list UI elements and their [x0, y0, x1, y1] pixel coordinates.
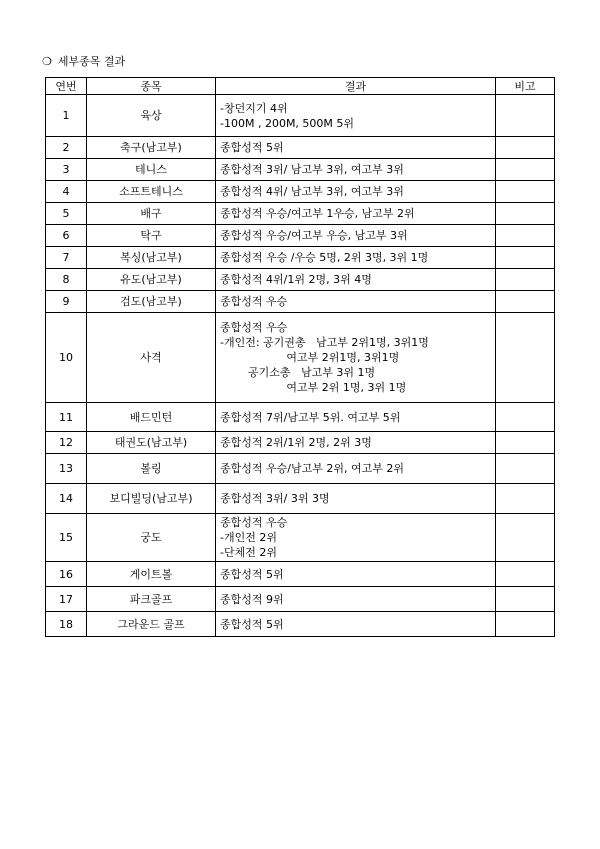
row-result: 종합성적 우승/남고부 2위, 여고부 2위 [216, 454, 496, 484]
row-number: 7 [46, 247, 87, 269]
row-result: 종합성적 5위 [216, 612, 496, 637]
table-row [46, 269, 555, 291]
row-event: 그라운드 골프 [87, 612, 216, 637]
table-row [46, 432, 555, 454]
row-number: 10 [46, 313, 87, 403]
row-number: 5 [46, 203, 87, 225]
row-result: 종합성적 5위 [216, 137, 496, 159]
row-result: 종합성적 3위/ 3위 3명 [216, 484, 496, 514]
row-note [496, 291, 555, 313]
header-result: 결과 [216, 78, 496, 95]
row-event: 검도(남고부) [87, 291, 216, 313]
table-row [46, 313, 555, 403]
row-result: 종합성적 4위/1위 2명, 3위 4명 [216, 269, 496, 291]
row-number: 1 [46, 95, 87, 137]
row-note [496, 454, 555, 484]
row-number: 2 [46, 137, 87, 159]
row-event: 배구 [87, 203, 216, 225]
row-note [496, 403, 555, 432]
table-row [46, 159, 555, 181]
table-row [46, 203, 555, 225]
row-note [496, 514, 555, 562]
row-event: 복싱(남고부) [87, 247, 216, 269]
row-number: 15 [46, 514, 87, 562]
row-event: 탁구 [87, 225, 216, 247]
row-result: 종합성적 우승 -개인전: 공기권총 남고부 2위1명, 3위1명 여고부 2위1명, 3위1명 공기소총 남고부 3위 1명 여고부 2위 1명, 3위 1명 [216, 313, 496, 403]
row-number: 11 [46, 403, 87, 432]
row-result: 종합성적 2위/1위 2명, 2위 3명 [216, 432, 496, 454]
header-note: 비고 [496, 78, 555, 95]
row-event: 사격 [87, 313, 216, 403]
table-row [46, 181, 555, 203]
row-note [496, 137, 555, 159]
row-result: 종합성적 우승/여고부 1우승, 남고부 2위 [216, 203, 496, 225]
row-event: 궁도 [87, 514, 216, 562]
row-note [496, 159, 555, 181]
table-row [46, 562, 555, 587]
row-number: 12 [46, 432, 87, 454]
row-number: 3 [46, 159, 87, 181]
row-event: 볼링 [87, 454, 216, 484]
row-number: 14 [46, 484, 87, 514]
row-note [496, 203, 555, 225]
row-note [496, 612, 555, 637]
table-row [46, 454, 555, 484]
row-note [496, 432, 555, 454]
table-row [46, 612, 555, 637]
row-number: 9 [46, 291, 87, 313]
circle-bullet-icon: ❍ [42, 55, 52, 68]
row-note [496, 181, 555, 203]
table-row [46, 225, 555, 247]
row-result: 종합성적 5위 [216, 562, 496, 587]
row-event: 게이트볼 [87, 562, 216, 587]
table-row [46, 484, 555, 514]
table-row [46, 247, 555, 269]
row-event: 축구(남고부) [87, 137, 216, 159]
header-number: 연번 [46, 78, 87, 95]
row-note [496, 562, 555, 587]
row-result: 종합성적 우승 [216, 291, 496, 313]
row-result: -창던지기 4위 -100M , 200M, 500M 5위 [216, 95, 496, 137]
row-result: 종합성적 우승/여고부 우승, 남고부 3위 [216, 225, 496, 247]
row-result: 종합성적 9위 [216, 587, 496, 612]
row-result: 종합성적 7위/남고부 5위. 여고부 5위 [216, 403, 496, 432]
table-row [46, 95, 555, 137]
row-note [496, 484, 555, 514]
row-note [496, 95, 555, 137]
table-row [46, 291, 555, 313]
row-note [496, 587, 555, 612]
table-row [46, 403, 555, 432]
results-table [45, 77, 555, 637]
section-heading [42, 55, 125, 69]
row-number: 17 [46, 587, 87, 612]
row-result: 종합성적 우승 /우승 5명, 2위 3명, 3위 1명 [216, 247, 496, 269]
header-event: 종목 [87, 78, 216, 95]
row-number: 16 [46, 562, 87, 587]
row-number: 8 [46, 269, 87, 291]
row-note [496, 269, 555, 291]
row-result: 종합성적 3위/ 남고부 3위, 여고부 3위 [216, 159, 496, 181]
table-row [46, 587, 555, 612]
row-event: 유도(남고부) [87, 269, 216, 291]
row-number: 6 [46, 225, 87, 247]
row-event: 배드민턴 [87, 403, 216, 432]
table-header-row [46, 78, 555, 95]
row-result: 종합성적 4위/ 남고부 3위, 여고부 3위 [216, 181, 496, 203]
row-event: 테니스 [87, 159, 216, 181]
row-event: 보디빌딩(남고부) [87, 484, 216, 514]
row-note [496, 313, 555, 403]
row-note [496, 247, 555, 269]
row-number: 4 [46, 181, 87, 203]
section-title: 세부종목 결과 [57, 55, 126, 68]
row-event: 태권도(남고부) [87, 432, 216, 454]
row-event: 소프트테니스 [87, 181, 216, 203]
row-number: 13 [46, 454, 87, 484]
table-row [46, 137, 555, 159]
row-number: 18 [46, 612, 87, 637]
row-note [496, 225, 555, 247]
row-event: 육상 [87, 95, 216, 137]
row-result: 종합성적 우승 -개인전 2위 -단체전 2위 [216, 514, 496, 562]
row-event: 파크골프 [87, 587, 216, 612]
table-row [46, 514, 555, 562]
